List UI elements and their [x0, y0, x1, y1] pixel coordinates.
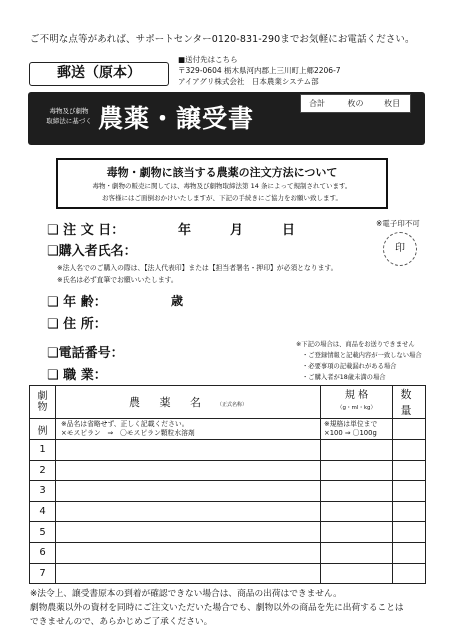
age-label: ❑ 年 齢：: [47, 295, 107, 310]
example-name-line1: ※品名は省略せず、正しく記載ください。: [61, 419, 189, 428]
qty-input-cell[interactable]: [393, 501, 426, 522]
page-title: 農薬・譲受書: [98, 104, 255, 133]
spec-input-cell[interactable]: [321, 522, 393, 543]
order-table: [29, 385, 426, 584]
stamp-note: ※電子印不可: [376, 219, 420, 228]
qty-input-cell[interactable]: [393, 563, 426, 584]
name-input-cell[interactable]: [56, 501, 321, 522]
buyer-note-1: ※法人名でのご購入の際は、【法人代表印】または【担当者署名・押印】が必須となります。: [57, 264, 338, 272]
example-name-cell: [56, 419, 321, 440]
footer-note: [30, 587, 440, 629]
send-to-address: 〒329-0604 栃木県河内郡上三川町上郷2206-7: [178, 66, 341, 75]
table-row: [30, 501, 426, 522]
example-qty-cell: [393, 419, 426, 440]
row-number: 7: [30, 563, 56, 584]
table-row: [30, 440, 426, 461]
name-input-cell[interactable]: [56, 481, 321, 502]
spec-input-cell[interactable]: [321, 460, 393, 481]
mail-original-label: 郵送（原本）: [29, 62, 169, 86]
col-header-name-text: 農 薬 名: [128, 396, 209, 409]
info-title: 毒物・劇物に該当する農薬の注文方法について: [106, 166, 338, 179]
table-row: [30, 522, 426, 543]
col-header-spec-sub: （g・ml・kg）: [336, 405, 377, 411]
banner-law-line1: 毒物及び劇物: [49, 107, 89, 115]
col-header-spec: [321, 386, 393, 419]
info-line-1: 毒物・劇物の販売に関しては、毒物及び劇物取締法第 14 条によって規制されています。: [92, 182, 352, 190]
rejection-note-item: ・ご登録情報と記載内容が一致しない場合: [302, 352, 422, 359]
table-row: [30, 481, 426, 502]
row-number: 2: [30, 460, 56, 481]
order-info-box: [56, 158, 388, 209]
row-number: 1: [30, 440, 56, 461]
order-date-label: ❑ 注 文 日：: [47, 223, 125, 238]
qty-input-cell[interactable]: [393, 460, 426, 481]
spec-input-cell[interactable]: [321, 481, 393, 502]
spec-input-cell[interactable]: [321, 542, 393, 563]
name-input-cell[interactable]: [56, 522, 321, 543]
address-label: ❑ 住 所：: [47, 317, 107, 332]
send-to-heading: ■送付先はこちら: [178, 55, 238, 64]
qty-input-cell[interactable]: [393, 522, 426, 543]
row-number: 4: [30, 501, 56, 522]
table-row: [30, 563, 426, 584]
support-note: ご不明な点等があれば、サポートセンター0120-831-290までお気軽にお電話ください。: [30, 34, 415, 45]
send-to-company: アイアグリ株式会社 日本農業システム部: [178, 77, 319, 86]
col-header-qty: 数 量: [393, 386, 426, 419]
qty-input-cell[interactable]: [393, 481, 426, 502]
spec-input-cell[interactable]: [321, 563, 393, 584]
spec-input-cell[interactable]: [321, 501, 393, 522]
age-unit: 歳: [171, 294, 184, 308]
info-line-2: お客様にはご面倒おかけいたしますが、下記の手続きにご協力をお願い致します。: [102, 194, 342, 202]
month-label: 月: [230, 223, 244, 238]
send-to-block: [178, 54, 341, 87]
example-spec-line2: ×100 ⇒ 〇100g: [324, 429, 377, 437]
banner-law-text: [38, 107, 100, 126]
job-label: ❑ 職 業：: [47, 368, 107, 383]
footer-line-1: ※法令上、譲受書原本の到着が確認できない場合は、商品の出荷はできません。: [30, 589, 342, 599]
page-count-box[interactable]: [300, 94, 411, 113]
row-number: 3: [30, 481, 56, 502]
day-label: 日: [282, 223, 296, 238]
rejection-notes: [296, 339, 436, 383]
col-header-spec-text: 規 格: [344, 390, 369, 401]
buyer-note-2: ※氏名は必ず直筆でお願いいたします。: [57, 276, 178, 284]
phone-label: ❑電話番号：: [47, 346, 124, 361]
example-row: [30, 419, 426, 440]
name-input-cell[interactable]: [56, 440, 321, 461]
qty-input-cell[interactable]: [393, 542, 426, 563]
count-page-label: 枚目: [384, 99, 401, 108]
col-header-name: [56, 386, 321, 419]
table-row: [30, 460, 426, 481]
col-header-item: [30, 386, 56, 419]
footer-line-2: 劇物農薬以外の資材を同時にご注文いただいた場合でも、劇物以外の商品を先に出荷することは: [30, 603, 404, 613]
row-number: 6: [30, 542, 56, 563]
example-label: 例: [30, 419, 56, 440]
example-name-line2: ×モスピラン ⇒ 〇モスピラン顆粒水溶剤: [61, 429, 195, 437]
banner-law-line2: 取締法に基づく: [46, 116, 92, 125]
example-spec-cell: [321, 419, 393, 440]
col-header-item-text: 劇物: [37, 391, 48, 413]
name-input-cell[interactable]: [56, 542, 321, 563]
buyer-name-label: ❑購入者氏名：: [47, 244, 137, 259]
footer-line-3: できませんので、あらかじめご了承ください。: [30, 617, 213, 627]
rejection-notes-head: ※下記の場合は、商品をお送りできません: [296, 341, 415, 348]
year-label: 年: [178, 223, 192, 238]
spec-input-cell[interactable]: [321, 440, 393, 461]
name-input-cell[interactable]: [56, 563, 321, 584]
table-header-row: [30, 386, 426, 419]
order-rows: [30, 440, 426, 584]
rejection-note-item: ・必要事項の記載漏れがある場合: [302, 363, 397, 370]
rejection-note-item: ・ご購入者が18歳未満の場合: [302, 374, 386, 381]
count-sheets-label: 枚の: [347, 99, 364, 108]
seal-stamp-area[interactable]: 印: [383, 232, 417, 266]
example-spec-line1: ※規格は単位まで: [324, 419, 378, 428]
name-input-cell[interactable]: [56, 460, 321, 481]
count-total-label: 合計: [309, 99, 325, 108]
col-header-name-sub: （正式名称）: [216, 402, 247, 408]
table-row: [30, 542, 426, 563]
qty-input-cell[interactable]: [393, 440, 426, 461]
row-number: 5: [30, 522, 56, 543]
